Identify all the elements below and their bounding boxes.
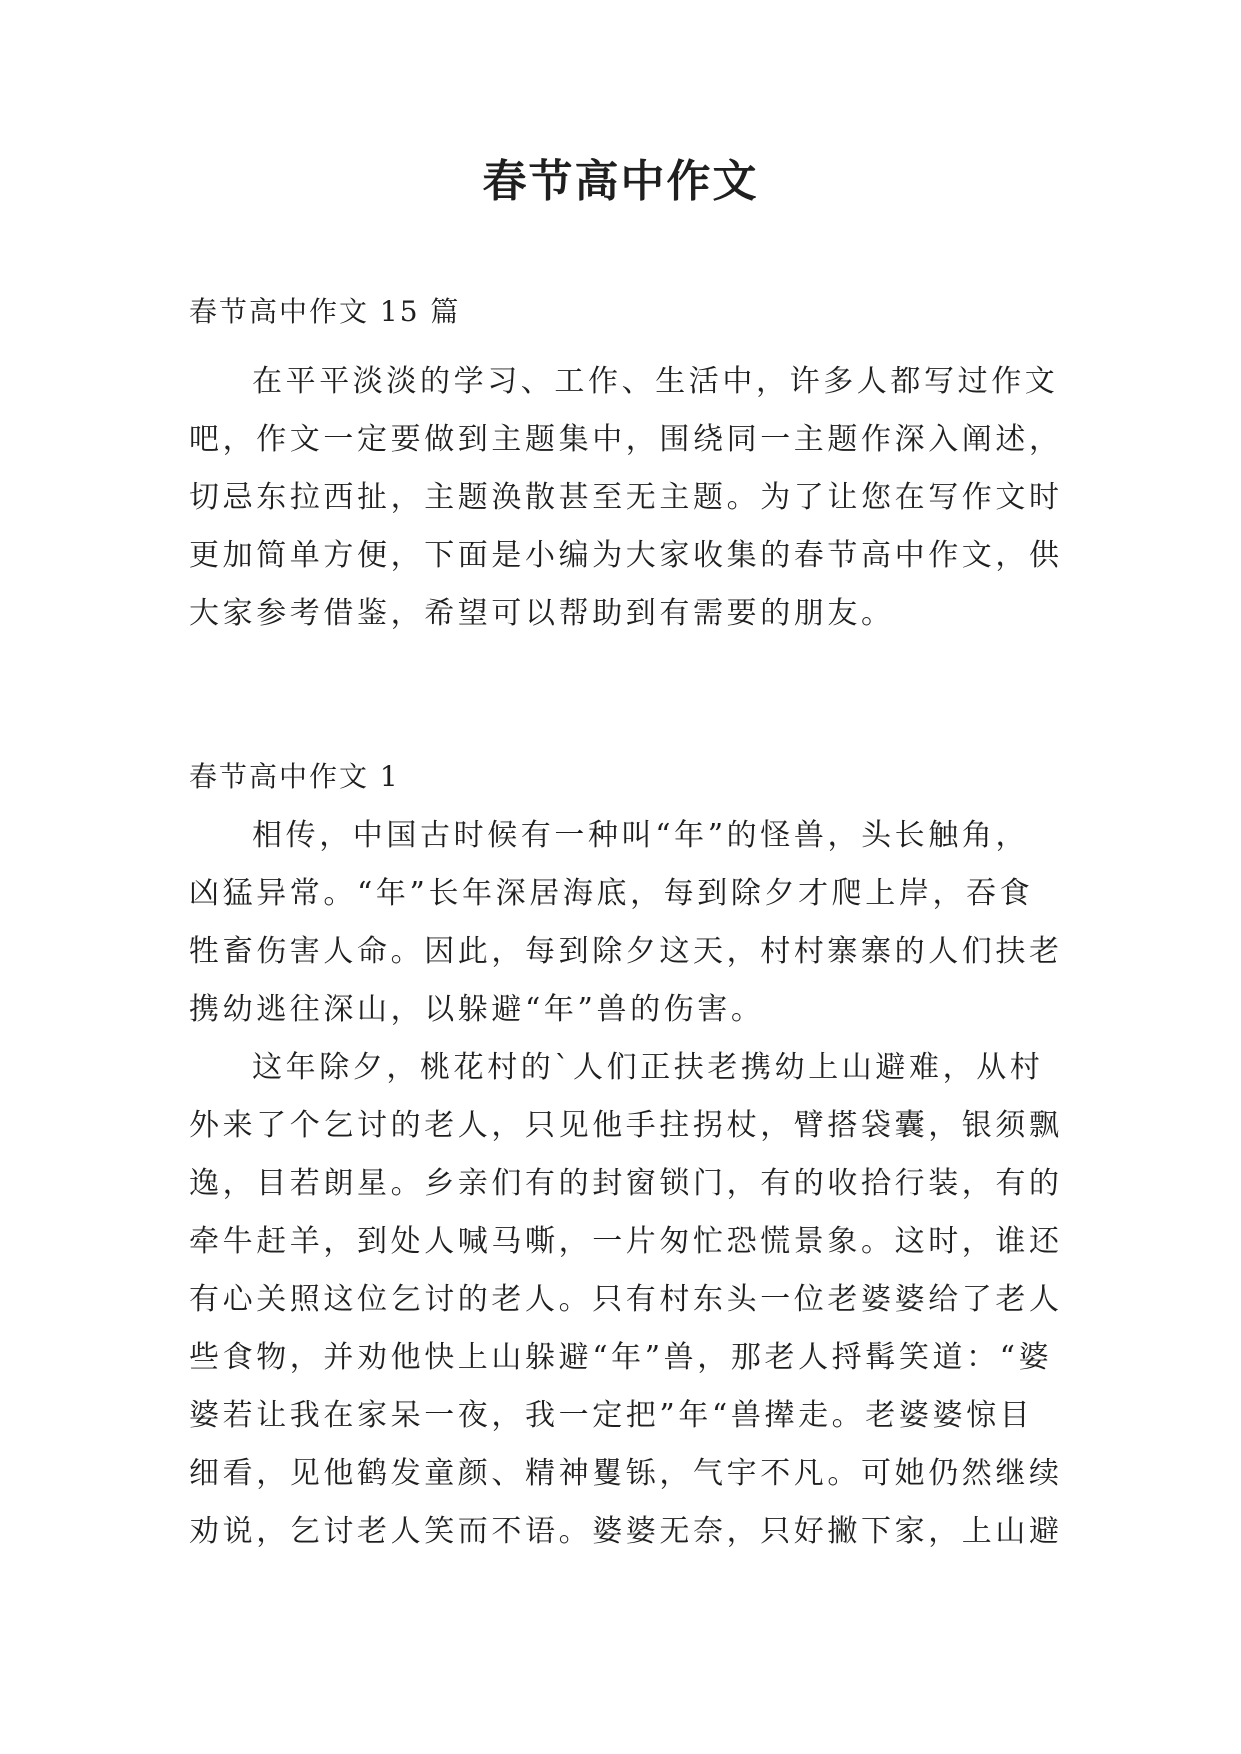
essay-line: 这年除夕，桃花村的`人们正扶老携幼上山避难，从村: [252, 1050, 1044, 1085]
intro-line: 大家参考借鉴，希望可以帮助到有需要的朋友。: [189, 596, 895, 631]
essay-line: 细看，见他鹤发童颜、精神矍铄，气宇不凡。可她仍然继续: [189, 1456, 1063, 1491]
intro-line: 切忌东拉西扯，主题涣散甚至无主题。为了让您在写作文时: [189, 480, 1063, 515]
essay-line: 逸，目若朗星。乡亲们有的封窗锁门，有的收拾行装，有的: [189, 1166, 1063, 1201]
essay-line: 有心关照这位乞讨的老人。只有村东头一位老婆婆给了老人: [189, 1282, 1063, 1317]
essay-line: 外来了个乞讨的老人，只见他手拄拐杖，臂搭袋囊，银须飘: [189, 1108, 1063, 1143]
intro-line: 在平平淡淡的学习、工作、生活中，许多人都写过作文: [252, 364, 1059, 399]
essay-line: 婆若让我在家呆一夜，我一定把”年“兽撵走。老婆婆惊目: [189, 1398, 1034, 1433]
intro-line: 更加简单方便，下面是小编为大家收集的春节高中作文，供: [189, 538, 1063, 573]
document-subtitle: 春节高中作文 15 篇: [189, 295, 461, 328]
section-heading: 春节高中作文 1: [189, 760, 400, 793]
essay-line: 凶猛异常。“年”长年深居海底，每到除夕才爬上岸，吞食: [189, 876, 1034, 911]
essay-line: 牲畜伤害人命。因此，每到除夕这天，村村寨寨的人们扶老: [189, 934, 1063, 969]
document-title: 春节高中作文: [482, 156, 759, 207]
essay-line: 牵牛赶羊，到处人喊马嘶，一片匆忙恐慌景象。这时，谁还: [189, 1224, 1063, 1259]
essay-line: 些食物，并劝他快上山躲避“年”兽，那老人捋髯笑道：“婆: [189, 1340, 1053, 1375]
essay-line: 相传，中国古时候有一种叫“年”的怪兽，头长触角，: [252, 818, 1030, 853]
essay-line: 携幼逃往深山，以躲避“年”兽的伤害。: [189, 992, 765, 1027]
intro-line: 吧，作文一定要做到主题集中，围绕同一主题作深入阐述，: [189, 422, 1063, 457]
essay-line: 劝说，乞讨老人笑而不语。婆婆无奈，只好撇下家，上山避: [189, 1514, 1063, 1549]
